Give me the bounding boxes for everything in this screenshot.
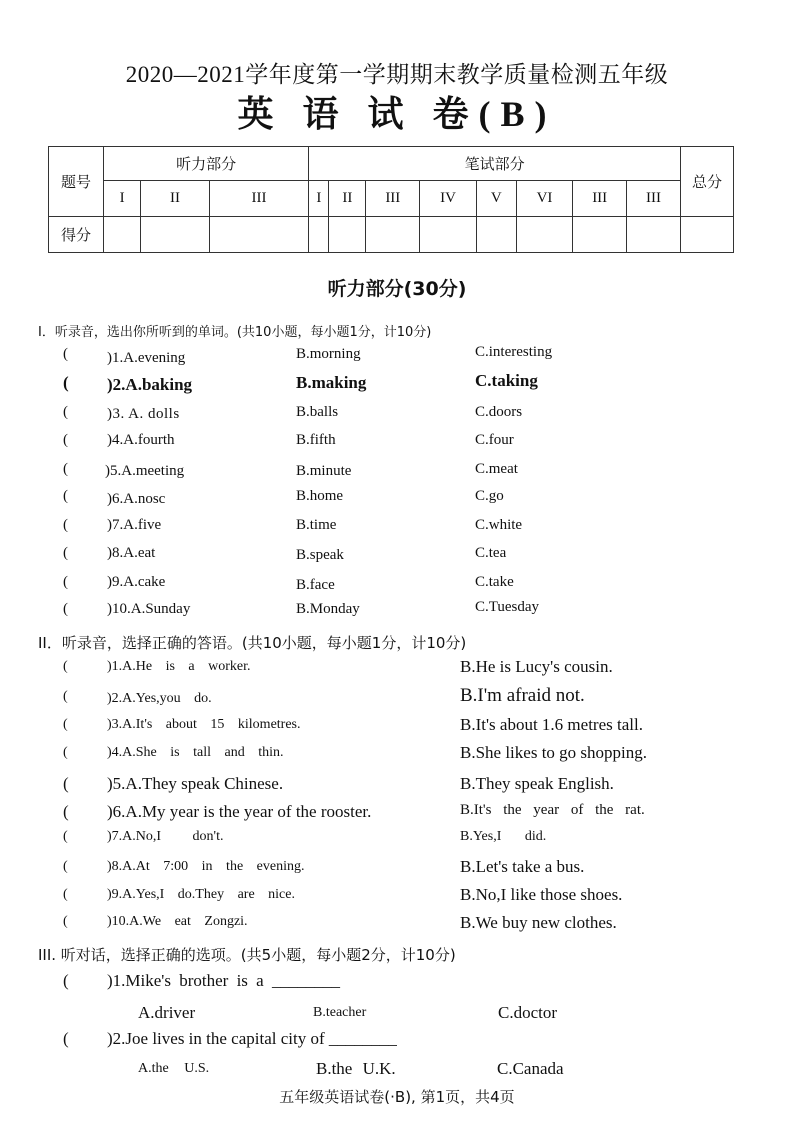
option-a: )3.A.It's about 15 kilometres.	[107, 717, 301, 732]
list-item	[0, 829, 794, 853]
score-cell[interactable]	[141, 217, 209, 253]
answer-blank[interactable]: (	[63, 659, 68, 674]
option-c: C.white	[475, 517, 523, 533]
option-row	[0, 1003, 794, 1027]
listening-col-2: II	[141, 181, 209, 217]
option-a: )1.A.He is a worker.	[107, 659, 251, 674]
option-a: )8.A.eat	[107, 545, 156, 561]
option-c: C.interesting	[475, 344, 553, 360]
option-a: )9.A.cake	[107, 574, 166, 590]
option-b: B.I'm afraid not.	[460, 685, 585, 706]
answer-blank[interactable]: (	[63, 859, 68, 874]
list-item	[0, 802, 794, 826]
option-b: B.We buy new clothes.	[460, 913, 617, 932]
option-row	[0, 1059, 794, 1083]
list-item	[0, 545, 794, 569]
option-a: )9.A.Yes,I do.They are nice.	[107, 887, 295, 902]
score-cell[interactable]	[573, 217, 627, 253]
list-item	[0, 659, 794, 683]
score-cell[interactable]	[329, 217, 366, 253]
option-a: A.driver	[138, 1003, 196, 1022]
list-item	[0, 432, 794, 456]
option-a: )1.A.evening	[107, 350, 186, 366]
question-no-label: 题号	[49, 147, 104, 217]
option-a: )2.A.Yes,you do.	[107, 691, 212, 706]
answer-blank[interactable]: (	[63, 1029, 69, 1048]
score-cell[interactable]	[420, 217, 477, 253]
option-b: B.teacher	[313, 1005, 367, 1020]
option-b: B.Monday	[296, 601, 360, 617]
total-score-cell[interactable]	[681, 217, 734, 253]
option-c: C.go	[475, 488, 504, 504]
list-item	[0, 517, 794, 541]
option-a: )10.A.We eat Zongzi.	[107, 914, 248, 929]
option-a: A.the U.S.	[138, 1061, 210, 1076]
answer-blank[interactable]: (	[63, 461, 68, 477]
option-c: C.doors	[475, 404, 523, 420]
option-a: )7.A.No,I don't.	[107, 829, 224, 844]
list-item	[0, 971, 794, 995]
written-col-1: I	[309, 181, 329, 217]
option-a: )5.A.They speak Chinese.	[107, 774, 284, 793]
answer-blank[interactable]: (	[63, 887, 68, 902]
option-a: )6.A.My year is the year of the rooster.	[107, 802, 372, 821]
option-b: B.They speak English.	[460, 774, 614, 793]
section3-title: III. 听对话，选择正确的选项。(共5小题，每小题2分，计10分)	[38, 946, 456, 964]
list-item	[0, 685, 794, 713]
option-a: )10.A.Sunday	[107, 601, 191, 617]
option-c: C.Canada	[497, 1059, 564, 1078]
answer-blank[interactable]: (	[63, 574, 68, 590]
written-col-5: V	[476, 181, 516, 217]
option-c: C.four	[475, 432, 514, 448]
listening-heading: 听力部分(30分)	[327, 278, 467, 300]
answer-blank[interactable]: (	[63, 346, 68, 362]
list-item	[0, 461, 794, 485]
answer-blank[interactable]: (	[63, 373, 69, 392]
listening-col-3: III	[209, 181, 309, 217]
score-cell[interactable]	[209, 217, 309, 253]
option-c: C.Tuesday	[475, 599, 540, 615]
written-col-6: VI	[516, 181, 573, 217]
score-cell[interactable]	[104, 217, 141, 253]
option-b: B.balls	[296, 404, 339, 420]
score-cell[interactable]	[627, 217, 681, 253]
score-cell[interactable]	[366, 217, 420, 253]
score-label: 得分	[49, 217, 104, 253]
option-a: )4.A.She is tall and thin.	[107, 745, 284, 760]
option-b: B.making	[296, 373, 367, 392]
section2-title: II．听录音，选择正确的答语。(共10小题，每小题1分，计10分)	[38, 634, 467, 652]
written-col-8: III	[627, 181, 681, 217]
option-b: B.face	[296, 577, 335, 593]
written-label: 笔试部分	[309, 147, 681, 181]
score-cell[interactable]	[516, 217, 573, 253]
score-cell[interactable]	[476, 217, 516, 253]
answer-blank[interactable]: (	[63, 601, 68, 617]
list-item	[0, 774, 794, 798]
list-item	[0, 346, 794, 370]
answer-blank[interactable]: (	[63, 745, 68, 760]
answer-blank[interactable]: (	[63, 689, 68, 704]
option-b: B.the U.K.	[316, 1059, 396, 1078]
list-item	[0, 574, 794, 598]
option-b: B.He is Lucy's cousin.	[460, 657, 613, 676]
option-b: B.fifth	[296, 432, 336, 448]
option-b: B.It's about 1.6 metres tall.	[460, 715, 643, 734]
written-col-7: III	[573, 181, 627, 217]
score-table	[48, 146, 734, 253]
option-c: C.doctor	[498, 1003, 558, 1022]
section1-title: I．听录音，选出你所听到的单词。(共10小题，每小题1分，计10分)	[38, 325, 432, 340]
answer-blank[interactable]: (	[63, 488, 68, 504]
total-label: 总分	[681, 147, 734, 217]
list-item	[0, 404, 794, 428]
answer-blank[interactable]: (	[63, 914, 68, 929]
answer-blank[interactable]: (	[63, 545, 68, 561]
written-col-3: III	[366, 181, 420, 217]
written-col-4: IV	[420, 181, 477, 217]
option-b: B.Yes,I did.	[460, 829, 547, 844]
listening-col-1: I	[104, 181, 141, 217]
question-text: )1.Mike's brother is a ________	[107, 971, 340, 990]
list-item	[0, 1029, 794, 1053]
listening-label: 听力部分	[104, 147, 309, 181]
option-b: B.morning	[296, 346, 361, 362]
answer-blank[interactable]: (	[63, 717, 68, 732]
option-b: B.She likes to go shopping.	[460, 743, 648, 762]
list-item	[0, 373, 794, 397]
answer-blank[interactable]: (	[63, 774, 69, 793]
option-a: )7.A.five	[107, 517, 162, 533]
answer-blank[interactable]: (	[63, 517, 68, 533]
question-text: )2.Joe lives in the capital city of ________	[107, 1029, 397, 1048]
score-cell[interactable]	[309, 217, 329, 253]
option-b: B.No,I like those shoes.	[460, 885, 623, 904]
option-a: )3. A. dolls	[107, 406, 180, 422]
option-c: C.tea	[475, 545, 507, 561]
option-a: )8.A.At 7:00 in the evening.	[107, 859, 305, 874]
option-c: C.take	[475, 574, 514, 590]
page-footer: 五年级英语试卷(·B), 第1页，共4页	[279, 1088, 515, 1106]
list-item	[0, 488, 794, 512]
option-b: B.speak	[296, 547, 344, 563]
answer-blank[interactable]: (	[63, 432, 68, 448]
option-a: )6.A.nosc	[107, 491, 166, 507]
list-item	[0, 887, 794, 911]
option-b: B.It's the year of the rat.	[460, 802, 645, 818]
option-a: )2.A.baking	[107, 375, 193, 394]
list-item	[0, 717, 794, 741]
option-a: )4.A.fourth	[107, 432, 175, 448]
answer-blank[interactable]: (	[63, 404, 68, 420]
list-item	[0, 745, 794, 769]
list-item	[0, 859, 794, 883]
option-c: C.meat	[475, 461, 518, 477]
list-item	[0, 601, 794, 625]
option-c: C.taking	[475, 371, 538, 390]
exam-title-line2: 英 语 试 卷(B)	[237, 94, 557, 134]
answer-blank[interactable]: (	[63, 971, 69, 990]
exam-title-line1: 2020—2021学年度第一学期期末教学质量检测五年级	[125, 62, 669, 87]
answer-blank[interactable]: (	[63, 802, 69, 821]
option-a: )5.A.meeting	[105, 463, 185, 479]
option-b: B.time	[296, 517, 337, 533]
option-b: B.minute	[296, 463, 352, 479]
option-b: B.Let's take a bus.	[460, 857, 585, 876]
answer-blank[interactable]: (	[63, 829, 68, 844]
list-item	[0, 914, 794, 938]
written-col-2: II	[329, 181, 366, 217]
option-b: B.home	[296, 488, 344, 504]
